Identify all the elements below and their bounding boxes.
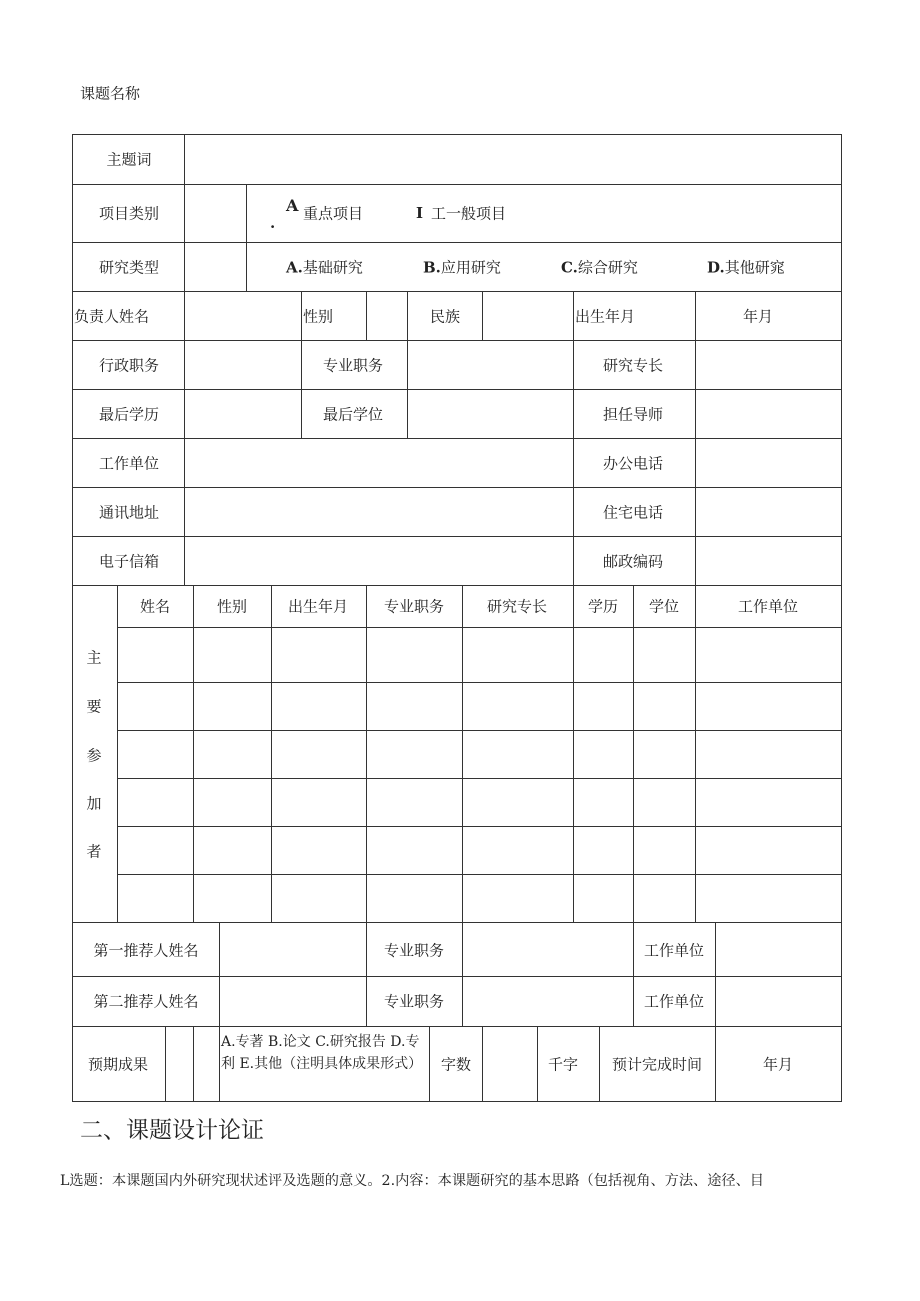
research-type-applied[interactable]: B.应用研究 xyxy=(423,258,501,277)
completion-year-month[interactable]: 年月 xyxy=(762,1055,794,1074)
recommender2-post-label: 专业职务 xyxy=(383,992,445,1011)
participants-header-post: 专业职务 xyxy=(383,597,445,616)
topic-name-label: 课题名称 xyxy=(80,84,141,103)
recommender1-post-input[interactable] xyxy=(463,923,633,976)
admin-post-label: 行政职务 xyxy=(98,356,160,375)
recommender2-name-input[interactable] xyxy=(220,977,366,1026)
expected-result-options[interactable] xyxy=(221,1031,422,1075)
recommender2-unit-input[interactable] xyxy=(716,977,841,1026)
mail-address-label: 通讯地址 xyxy=(98,503,160,522)
recommender1-label: 第一推荐人姓名 xyxy=(93,941,199,960)
mail-address-input[interactable] xyxy=(185,488,573,536)
professional-post-label: 专业职务 xyxy=(322,356,384,375)
ethnicity-input[interactable] xyxy=(483,292,573,340)
recommender1-name-input[interactable] xyxy=(220,923,366,976)
section-2-body: L选题：本课题国内外研究现状述评及选题的意义。2.内容：本课题研究的基本思路（包括视角、方法、途径、目 xyxy=(60,1173,764,1189)
expected-result-options-line: 利 E.其他（注明具体成果形式） xyxy=(221,1056,423,1072)
option-key-project[interactable]: 重点项目 xyxy=(303,204,364,223)
supervisor-input[interactable] xyxy=(696,390,841,438)
participants-header-birth: 出生年月 xyxy=(287,597,349,616)
email-label: 电子信箱 xyxy=(98,552,160,571)
keywords-input[interactable] xyxy=(185,135,841,184)
recommender1-unit-input[interactable] xyxy=(716,923,841,976)
participants-side-char: 参 xyxy=(86,746,102,765)
participants-header-specialty: 研究专长 xyxy=(486,597,548,616)
participants-header-name: 姓名 xyxy=(139,597,171,616)
project-category-input[interactable] xyxy=(185,185,246,242)
option-a-dot: . xyxy=(270,214,276,232)
professional-post-input[interactable] xyxy=(408,341,573,389)
expected-result-options-line: A.专著 B.论文 C.研究报告 D.专 xyxy=(221,1034,420,1050)
recommender1-unit-label: 工作单位 xyxy=(643,941,705,960)
option-b-letter: I xyxy=(416,204,424,222)
participants-side-char: 者 xyxy=(86,842,102,861)
office-phone-label: 办公电话 xyxy=(602,454,664,473)
participants-header-work-unit: 工作单位 xyxy=(737,597,799,616)
project-category-label: 项目类别 xyxy=(98,204,160,223)
birth-label: 出生年月 xyxy=(575,307,636,326)
recommender2-unit-label: 工作单位 xyxy=(643,992,705,1011)
postcode-input[interactable] xyxy=(696,537,841,585)
research-type-label: 研究类型 xyxy=(98,258,160,277)
supervisor-label: 担任导师 xyxy=(602,405,664,424)
work-unit-input[interactable] xyxy=(185,439,573,487)
gender-input[interactable] xyxy=(367,292,407,340)
option-general-project[interactable]: 工一般项目 xyxy=(431,204,507,223)
home-phone-input[interactable] xyxy=(696,488,841,536)
last-degree-label: 最后学位 xyxy=(322,405,384,424)
recommender2-post-input[interactable] xyxy=(463,977,633,1026)
expected-result-label: 预期成果 xyxy=(87,1055,149,1074)
last-education-input[interactable] xyxy=(185,390,301,438)
office-phone-input[interactable] xyxy=(696,439,841,487)
participants-side-char: 要 xyxy=(86,697,102,716)
admin-post-input[interactable] xyxy=(185,341,301,389)
work-unit-label: 工作单位 xyxy=(98,454,160,473)
research-type-basic[interactable]: A.基础研究 xyxy=(286,258,363,277)
completion-time-label: 预计完成时间 xyxy=(611,1055,703,1074)
option-a-letter: A xyxy=(286,196,299,215)
home-phone-label: 住宅电话 xyxy=(602,503,664,522)
word-count-input[interactable] xyxy=(483,1027,537,1101)
last-degree-input[interactable] xyxy=(408,390,573,438)
participants-header-gender: 性别 xyxy=(216,597,248,616)
email-input[interactable] xyxy=(185,537,573,585)
research-specialty-input[interactable] xyxy=(696,341,841,389)
recommender2-label: 第二推荐人姓名 xyxy=(93,992,199,1011)
research-type-input[interactable] xyxy=(185,243,246,291)
leader-name-label: 负责人姓名 xyxy=(74,307,150,326)
participants-side-char: 加 xyxy=(86,794,102,813)
gender-label: 性别 xyxy=(303,307,334,326)
birth-year-month[interactable]: 年月 xyxy=(742,307,774,326)
postcode-label: 邮政编码 xyxy=(602,552,664,571)
last-education-label: 最后学历 xyxy=(98,405,160,424)
ethnicity-label: 民族 xyxy=(429,307,461,326)
research-type-comprehensive[interactable]: C.综合研究 xyxy=(561,258,638,277)
research-type-other[interactable]: D.其他研窕 xyxy=(707,258,785,277)
participants-side-char: 主 xyxy=(86,648,102,667)
recommender1-post-label: 专业职务 xyxy=(383,941,445,960)
word-count-label: 字数 xyxy=(440,1055,472,1074)
research-specialty-label: 研究专长 xyxy=(602,356,664,375)
thousand-words-label: 千字 xyxy=(547,1055,579,1074)
participants-header-education: 学历 xyxy=(587,597,619,616)
participants-header-degree: 学位 xyxy=(648,597,680,616)
leader-name-input[interactable] xyxy=(185,292,301,340)
section-2-title: 二、课题设计论证 xyxy=(80,1117,264,1144)
keywords-label: 主题词 xyxy=(106,150,152,169)
